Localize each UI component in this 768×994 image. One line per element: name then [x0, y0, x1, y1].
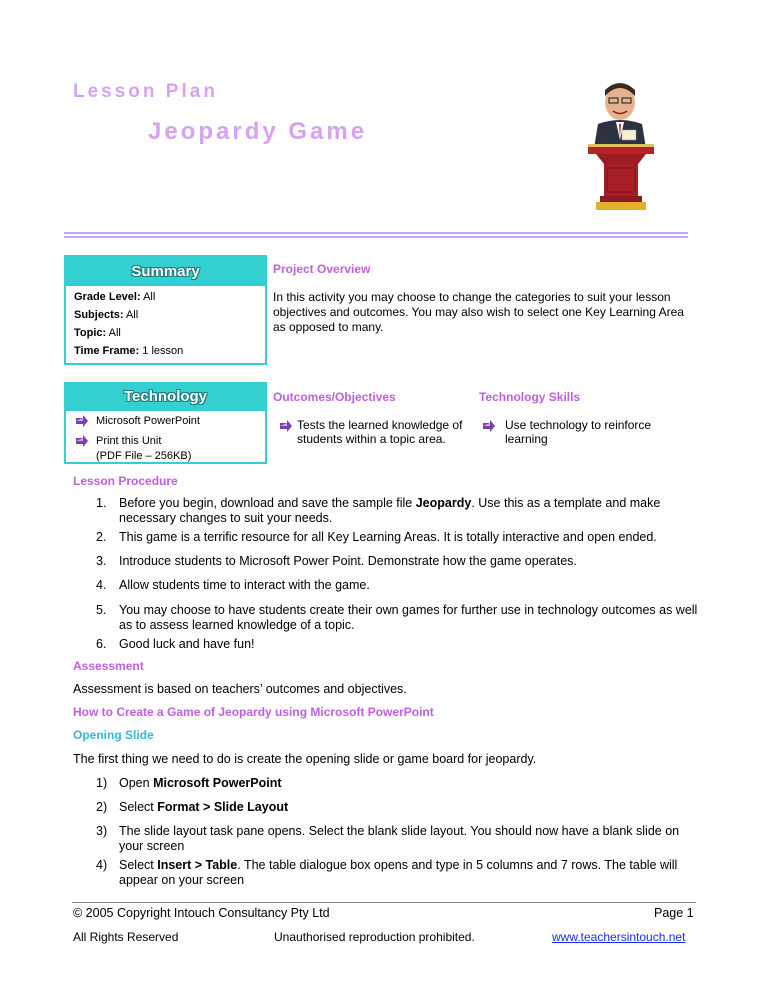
- procedure-heading: Lesson Procedure: [73, 474, 178, 488]
- overview-heading: Project Overview: [273, 262, 371, 276]
- skills-item: Use technology to reinforce learning: [505, 418, 652, 446]
- lesson-plan-kicker: Lesson Plan: [73, 81, 218, 102]
- footer-website-link[interactable]: www.teachersintouch.net: [552, 930, 686, 944]
- skills-heading: Technology Skills: [479, 390, 581, 404]
- footer-copyright: © 2005 Copyright Intouch Consultancy Pty Ltd: [73, 906, 330, 920]
- procedure-step-number: 4.: [96, 578, 107, 592]
- opening-slide-heading: Opening Slide: [73, 728, 154, 742]
- procedure-step-number: 5.: [96, 603, 107, 617]
- page-title: Jeopardy Game: [148, 118, 368, 145]
- outcomes-heading: Outcomes/Objectives: [273, 390, 396, 404]
- procedure-step-1: Before you begin, download and save the sample file Jeopardy. Use this as a template and make necessary changes to suit your needs.: [119, 496, 661, 525]
- bullet-arrow-icon: [75, 414, 89, 428]
- footer-rights: All Rights Reserved: [73, 930, 179, 944]
- assessment-text: Assessment is based on teachers’ outcomes and objectives.: [73, 682, 407, 696]
- technology-item-print-unit[interactable]: Print this Unit: [96, 435, 162, 447]
- jeopardy-file-link[interactable]: Jeopardy: [415, 496, 472, 510]
- footer-divider: [72, 902, 696, 903]
- procedure-step-6: Good luck and have fun!: [119, 637, 255, 651]
- overview-text: In this activity you may choose to change the categories to suit your lesson objectives and outcomes. You may also wish to select one Key Learning Area as opposed to many.: [273, 290, 684, 334]
- bullet-arrow-icon: [75, 434, 89, 448]
- grade-level: Grade Level: All: [74, 291, 156, 303]
- howto-step-1: Open Microsoft PowerPoint: [119, 776, 282, 790]
- howto-step-number: 3): [96, 824, 108, 838]
- header-divider: [64, 232, 688, 234]
- header-divider-secondary: [64, 236, 688, 238]
- summary-heading: Summary: [66, 257, 265, 286]
- bullet-arrow-icon: [482, 419, 496, 433]
- subjects: Subjects: All: [74, 309, 139, 321]
- bullet-arrow-icon: [279, 419, 293, 433]
- procedure-step-3: Introduce students to Microsoft Power Point. Demonstrate how the game operates.: [119, 554, 577, 568]
- footer-notice: Unauthorised reproduction prohibited.: [274, 930, 475, 944]
- time-frame: Time Frame: 1 lesson: [74, 345, 184, 357]
- howto-step-number: 2): [96, 800, 108, 814]
- howto-step-4: Select Insert > Table. The table dialogue box opens and type in 5 columns and 7 rows. The table will appear on your screen: [119, 858, 678, 887]
- technology-item-pdf-size: (PDF File – 256KB): [96, 450, 192, 462]
- howto-step-number: 1): [96, 776, 108, 790]
- howto-step-2: Select Format > Slide Layout: [119, 800, 289, 814]
- procedure-step-number: 1.: [96, 496, 107, 510]
- technology-item-powerpoint: Microsoft PowerPoint: [96, 415, 200, 427]
- procedure-step-5: You may choose to have students create their own games for further use in technology outcomes as well as to assess learned knowledge of a topic.: [119, 603, 698, 632]
- procedure-step-number: 6.: [96, 637, 107, 651]
- procedure-step-number: 2.: [96, 530, 107, 544]
- howto-step-3: The slide layout task pane opens. Select the blank slide layout. You should now have a blank slide on your screen: [119, 824, 680, 853]
- procedure-step-4: Allow students time to interact with the game.: [119, 578, 370, 592]
- procedure-step-number: 3.: [96, 554, 107, 568]
- howto-step-number: 4): [96, 858, 108, 872]
- procedure-step-2: This game is a terrific resource for all Key Learning Areas. It is totally interactive and open ended.: [119, 530, 657, 544]
- topic: Topic: All: [74, 327, 121, 339]
- howto-heading: How to Create a Game of Jeopardy using Microsoft PowerPoint: [73, 705, 434, 719]
- footer-page-number: Page 1: [654, 906, 694, 920]
- assessment-heading: Assessment: [73, 659, 144, 673]
- technology-heading: Technology: [64, 382, 267, 411]
- quiz-host-illustration: [580, 78, 662, 218]
- outcomes-item: Tests the learned knowledge of students within a topic area.: [297, 418, 463, 446]
- howto-intro: The first thing we need to do is create the opening slide or game board for jeopardy.: [73, 752, 537, 766]
- summary-box: [64, 255, 267, 365]
